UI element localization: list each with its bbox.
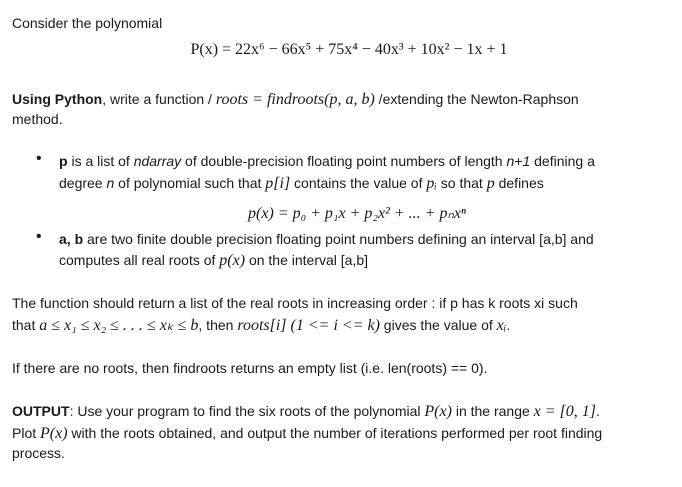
bullet1-ital: ndarray	[133, 153, 182, 169]
output-t3: .	[596, 403, 600, 419]
output-line-3: process.	[12, 445, 65, 461]
bullet1-p: p	[486, 175, 495, 192]
return-line-1: The function should return a list of the real roots in increasing order : if p has k roots xi such	[12, 295, 578, 311]
bullet2-l2b: on the interval [a,b]	[245, 252, 369, 268]
bullet1-ital2: n+1	[506, 153, 531, 169]
bullet1-n: n	[106, 175, 115, 191]
task-bold: Using Python	[12, 91, 103, 107]
noroots-text: If there are no roots, then findroots returns an empty list (i.e. len(roots) == 0).	[12, 360, 488, 376]
output-bold: OUTPUT	[12, 403, 70, 419]
bullet1-l2a: degree	[59, 175, 107, 191]
bullet1-bold: p	[59, 153, 68, 169]
output-range: x = [0, 1]	[533, 403, 597, 420]
bullet1-t1: is a list of	[67, 153, 134, 169]
return-l2b: , then	[198, 317, 238, 333]
output-t2: in the range	[451, 403, 534, 419]
bullet2-bold: a, b	[59, 231, 84, 247]
task-text-a: , write a function /	[102, 91, 216, 107]
bullet1-pisub: pᵢ	[426, 175, 437, 192]
return-l2a: that	[12, 317, 40, 333]
bullet-dot-2: •	[36, 228, 42, 245]
task-line-2: method.	[12, 111, 63, 127]
bullet1-line-1	[59, 152, 595, 170]
function-signature: roots = findroots(p, a, b)	[215, 91, 375, 108]
return-inequality: a ≤ x₁ ≤ x₂ ≤ . . . ≤ xₖ ≤ b	[39, 317, 199, 334]
bullet1-l2e: defines	[494, 175, 544, 191]
bullet2-l2a: computes all real roots of	[59, 252, 220, 268]
task-text-b: /extending the Newton-Raphson	[374, 91, 579, 107]
return-l2d: .	[506, 317, 511, 333]
output-line-2	[12, 424, 602, 443]
output-l2b: with the roots obtained, and output the number of iterations performed per root finding	[67, 425, 603, 441]
bullet2-line-1	[59, 230, 594, 248]
bullet1-t3: defining a	[530, 153, 595, 169]
bullet1-l2c: contains the value of	[290, 175, 427, 191]
bullet1-t2: of double-precision floating point numbers of length	[181, 153, 507, 169]
bullet1-line-2	[59, 174, 544, 193]
polynomial-equation: P(x) = 22x⁶ − 66x⁵ + 75x⁴ − 40x³ + 10x² − 1x + 1	[190, 41, 508, 58]
bullet1-l2d: so that	[436, 175, 487, 191]
bullet1-equation: p(x) = p₀ + p₁x + p₂x² + ... + pₙxⁿ	[248, 205, 466, 222]
task-line-1	[12, 90, 579, 109]
bullet2-px: p(x)	[219, 252, 246, 269]
bullet1-pi: p[i]	[265, 175, 291, 192]
bullet-dot-1: •	[36, 150, 42, 167]
return-rooti: roots[i] (1 <= i <= k)	[237, 317, 380, 334]
intro-text: Consider the polynomial	[12, 15, 163, 31]
bullet2-line-2	[59, 251, 368, 270]
bullet2-t1: are two finite double precision floating point numbers defining an interval [a,b] and	[83, 231, 594, 247]
output-px-2: P(x)	[40, 425, 68, 442]
output-px: P(x)	[424, 403, 452, 420]
output-line-1	[12, 402, 600, 421]
output-t1: : Use your program to find the six roots of the polynomial	[69, 403, 425, 419]
return-xi: xᵢ	[496, 317, 507, 334]
return-l2c: gives the value of	[379, 317, 497, 333]
return-line-2	[12, 316, 510, 335]
bullet1-l2b: of polynomial such that	[114, 175, 266, 191]
output-l2a: Plot	[12, 425, 41, 441]
